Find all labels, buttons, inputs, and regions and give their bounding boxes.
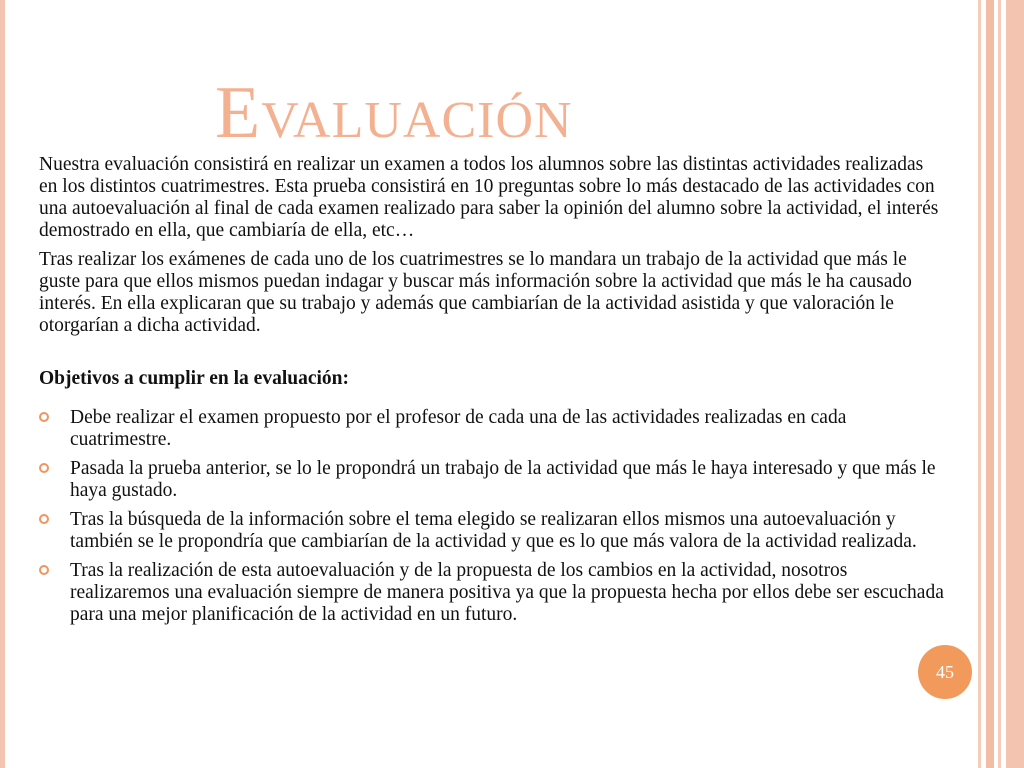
paragraph-1: Nuestra evaluación consistirá en realizar un examen a todos los alumnos sobre las distintas actividades realizadas en los distintos cuatrimestres. Esta prueba consistirá en 10 preguntas sobre lo más destacado de las actividades con una autoevaluación al final de cada examen realizado para saber la opinión del alumno sobre la actividad, el interés demostrado en ella, que cambiaría de ella, etc… bbox=[39, 154, 939, 241]
objectives-heading: Objetivos a cumplir en la evaluación: bbox=[39, 368, 350, 389]
stripe-3 bbox=[998, 0, 1001, 768]
paragraph-2: Tras realizar los exámenes de cada uno de los cuatrimestres se lo mandara un trabajo de la actividad que más le guste para que ellos mismos puedan indagar y buscar más información sobre la actividad que más le ha causado interés. En ella explicaran que su trabajo y además que cambiarían de la actividad asistida y que valoración le otorgarían a dicha actividad. bbox=[39, 249, 912, 336]
hollow-circle-bullet-icon bbox=[39, 565, 49, 575]
hollow-circle-bullet-icon bbox=[39, 412, 49, 422]
stripe-4 bbox=[1006, 0, 1024, 768]
hollow-circle-bullet-icon bbox=[39, 514, 49, 524]
list-item-text: Debe realizar el examen propuesto por el profesor de cada una de las actividades realizadas en cada cuatrimestre. bbox=[70, 407, 847, 450]
left-decorative-border bbox=[0, 0, 5, 768]
list-item bbox=[39, 509, 944, 553]
stripe-2 bbox=[986, 0, 994, 768]
slide-body bbox=[39, 154, 944, 633]
right-decorative-stripes bbox=[978, 0, 1024, 768]
stripe-1 bbox=[978, 0, 981, 768]
list-item bbox=[39, 458, 944, 502]
list-item-text: Pasada la prueba anterior, se lo le propondrá un trabajo de la actividad que más le haya interesado y que más le haya gustado. bbox=[70, 458, 936, 501]
page-number-badge bbox=[918, 645, 972, 699]
list-item-text: Tras la realización de esta autoevaluación y de la propuesta de los cambios en la actividad, nosotros realizaremos una evaluación siempre de manera positiva ya que la propuesta hecha por ellos debe ser escuchada para una mejor planificación de la actividad en un futuro. bbox=[70, 560, 944, 625]
list-item bbox=[39, 407, 944, 451]
slide-title: Evaluación bbox=[215, 72, 573, 154]
objectives-list bbox=[39, 407, 944, 626]
list-item-text: Tras la búsqueda de la información sobre el tema elegido se realizaran ellos mismos una autoevaluación y también se le propondría que cambiarían de la actividad y que es lo que más valora de la actividad realizada. bbox=[70, 509, 917, 552]
page-number: 45 bbox=[936, 661, 954, 682]
hollow-circle-bullet-icon bbox=[39, 463, 49, 473]
list-item bbox=[39, 560, 944, 626]
